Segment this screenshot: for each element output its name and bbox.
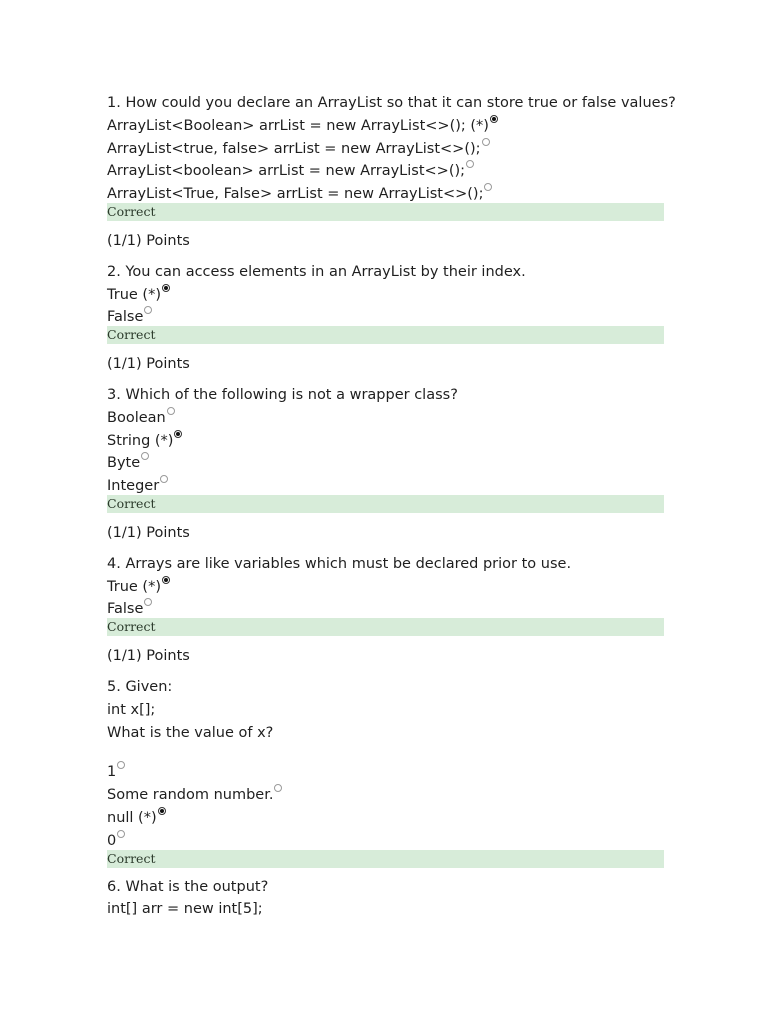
points-score: (1/1) Points — [107, 648, 190, 665]
result-badge: Correct — [107, 203, 664, 221]
question-text-line: 2. You can access elements in an ArrayList by their index. — [107, 263, 526, 280]
question-block — [107, 876, 664, 922]
question-text — [107, 876, 664, 922]
answer-option-label: ArrayList<Boolean> arrList = new ArrayList<>(); (*) — [107, 117, 489, 134]
question-text-line: What is the value of x? — [107, 724, 274, 741]
answer-option-label: 1 — [107, 764, 117, 781]
question-text-line: 5. Given: — [107, 678, 173, 695]
question-text-line: 6. What is the output? — [107, 878, 269, 895]
answer-option[interactable] — [107, 807, 664, 830]
question-block — [107, 676, 664, 876]
question-text — [107, 553, 664, 576]
radio-unselected-icon[interactable] — [117, 761, 125, 769]
radio-selected-icon[interactable] — [158, 807, 166, 815]
answer-option-label: null (*) — [107, 809, 157, 826]
radio-unselected-icon[interactable] — [141, 452, 149, 460]
radio-unselected-icon[interactable] — [144, 598, 152, 606]
result-badge: Correct — [107, 850, 664, 868]
answer-option[interactable] — [107, 115, 664, 138]
question-text-line: int[] arr = new int[5]; — [107, 901, 263, 918]
radio-selected-icon[interactable] — [490, 115, 498, 123]
answer-option[interactable] — [107, 430, 664, 453]
radio-unselected-icon[interactable] — [160, 475, 168, 483]
answer-option[interactable] — [107, 284, 664, 307]
radio-unselected-icon[interactable] — [167, 407, 175, 415]
radio-unselected-icon[interactable] — [482, 138, 490, 146]
answer-option[interactable] — [107, 784, 664, 807]
answer-option-label: Some random number. — [107, 787, 274, 804]
question-block — [107, 261, 664, 376]
question-text-line: 1. How could you declare an ArrayList so that it can store true or false values? — [107, 95, 676, 111]
result-badge: Correct — [107, 618, 664, 636]
radio-selected-icon[interactable] — [162, 576, 170, 584]
points-score: (1/1) Points — [107, 356, 190, 373]
answer-option-label: True (*) — [107, 578, 161, 595]
answer-option-label: False — [107, 309, 144, 326]
answer-option[interactable] — [107, 452, 664, 475]
radio-unselected-icon[interactable] — [484, 183, 492, 191]
quiz-results-page — [107, 92, 676, 921]
question-text-line: 4. Arrays are like variables which must be declared prior to use. — [107, 555, 572, 572]
answer-option-label: String (*) — [107, 432, 174, 449]
result-badge: Correct — [107, 326, 664, 344]
radio-unselected-icon[interactable] — [274, 784, 282, 792]
question-block — [107, 384, 664, 545]
answer-option-label: False — [107, 601, 144, 618]
answer-option-label: ArrayList<True, False> arrList = new ArrayList<>(); — [107, 186, 484, 203]
question-text-line: int x[]; — [107, 701, 156, 718]
answer-option[interactable] — [107, 761, 664, 784]
question-text — [107, 261, 664, 284]
answer-option[interactable] — [107, 576, 664, 599]
radio-unselected-icon[interactable] — [144, 306, 152, 314]
answer-option-label: Byte — [107, 455, 141, 472]
radio-unselected-icon[interactable] — [466, 160, 474, 168]
answer-option[interactable] — [107, 138, 664, 161]
question-text — [107, 384, 664, 407]
answer-option-label: Integer — [107, 478, 160, 495]
answer-option-label: 0 — [107, 832, 117, 849]
question-text-line: 3. Which of the following is not a wrapper class? — [107, 386, 458, 403]
radio-unselected-icon[interactable] — [117, 830, 125, 838]
question-block — [107, 553, 664, 668]
answer-option-label: ArrayList<boolean> arrList = new ArrayList<>(); — [107, 163, 466, 180]
answer-option-label: Boolean — [107, 409, 166, 426]
answer-option[interactable] — [107, 407, 664, 430]
result-badge: Correct — [107, 495, 664, 513]
answer-option-label: ArrayList<true, false> arrList = new ArrayList<>(); — [107, 140, 481, 157]
question-text — [107, 676, 664, 744]
radio-selected-icon[interactable] — [162, 284, 170, 292]
question-block — [107, 92, 676, 253]
answer-option-label: True (*) — [107, 286, 161, 303]
answer-option[interactable] — [107, 160, 664, 183]
points-score: (1/1) Points — [107, 524, 190, 541]
radio-selected-icon[interactable] — [174, 430, 182, 438]
points-score: (1/1) Points — [107, 232, 190, 249]
question-text — [107, 92, 676, 115]
